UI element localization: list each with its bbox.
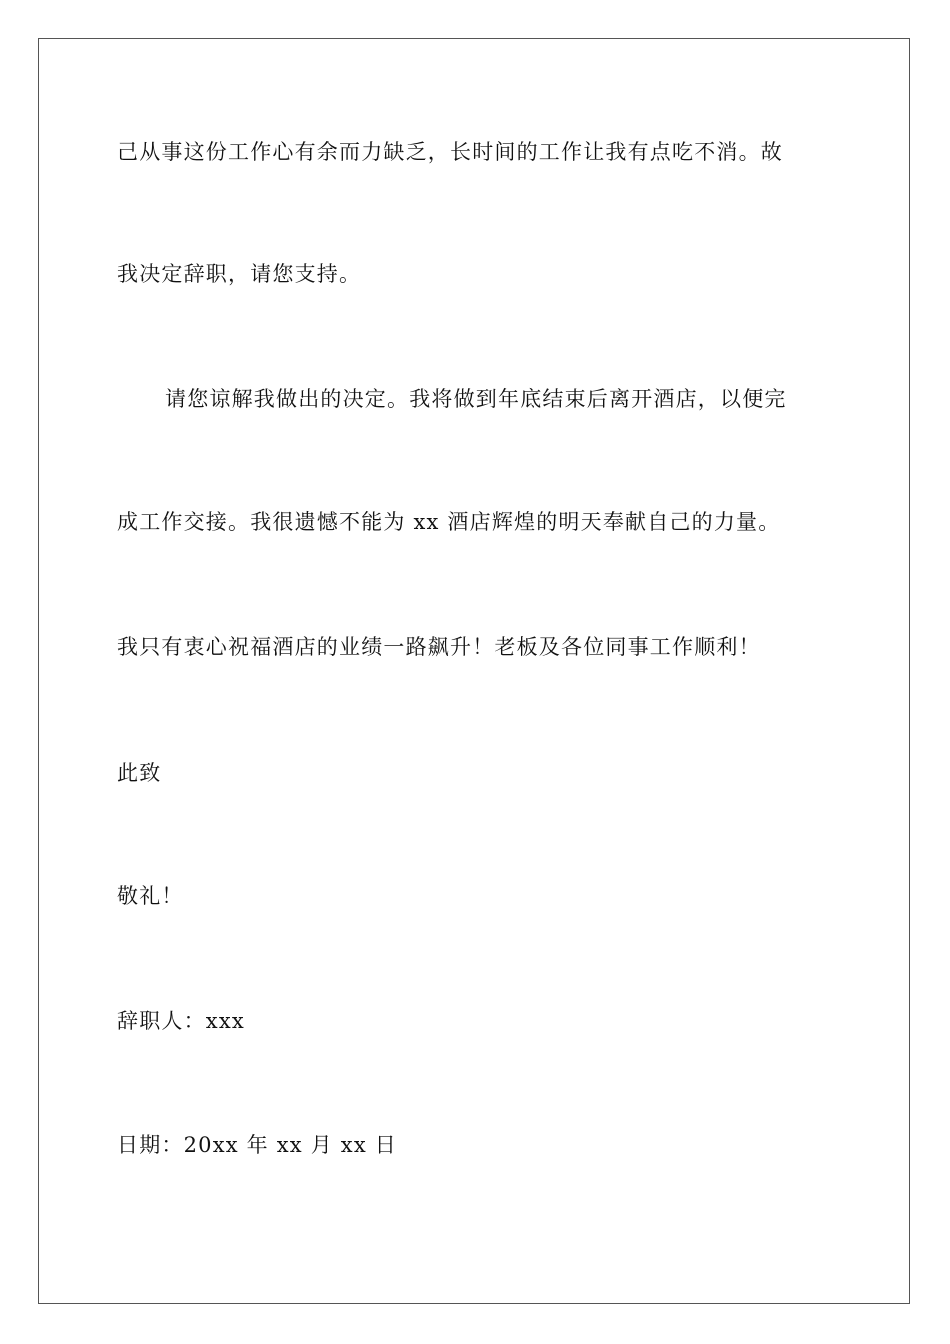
- date: 日期：20xx 年 xx 月 xx 日: [117, 1133, 397, 1157]
- body-line-2: 我决定辞职，请您支持。: [117, 262, 362, 286]
- body-line-4: 成工作交接。我很遗憾不能为 xx 酒店辉煌的明天奉献自己的力量。: [117, 510, 781, 534]
- page-border: [38, 38, 910, 1304]
- body-line-3: 请您谅解我做出的决定。我将做到年底结束后离开酒店，以便完: [165, 387, 787, 411]
- signature: 辞职人：xxx: [117, 1009, 245, 1033]
- closing: 此致: [117, 761, 162, 785]
- body-line-5: 我只有衷心祝福酒店的业绩一路飙升！老板及各位同事工作顺利！: [117, 635, 761, 659]
- body-line-1: 己从事这份工作心有余而力缺乏，长时间的工作让我有点吃不消。故: [117, 140, 783, 164]
- salutation: 敬礼！: [117, 884, 184, 908]
